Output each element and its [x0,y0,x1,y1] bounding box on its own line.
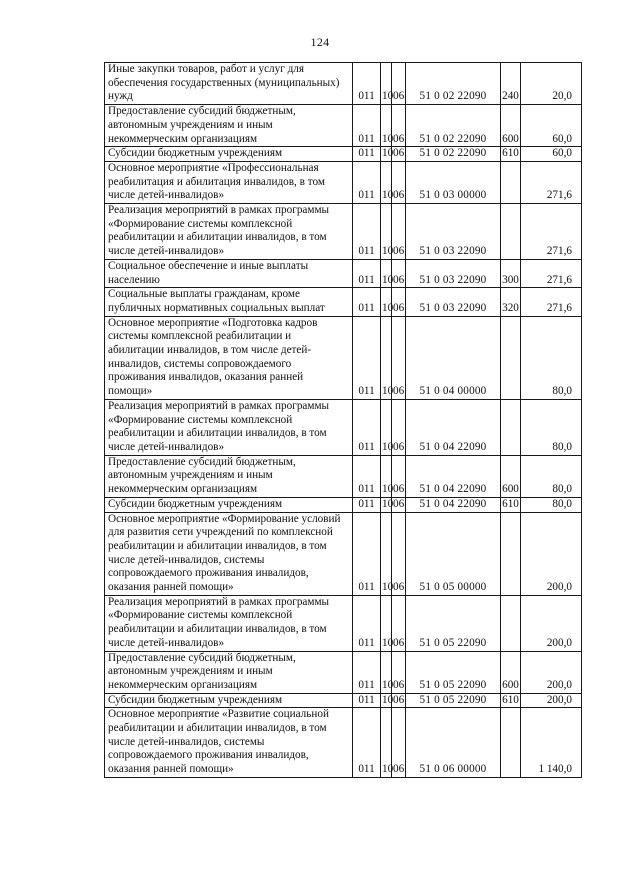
subsection-code-cell: 06 [392,161,406,203]
table-row [105,512,582,595]
section-code-cell: 10 [381,204,392,260]
amount-cell: 271,6 [521,259,582,287]
table-row [105,316,582,399]
item-name-cell: Предоставление субсидий бюджетным, автономным учреждениям и иным некоммерческим организациям [105,651,353,693]
section-code-cell: 10 [381,651,392,693]
amount-cell: 60,0 [521,105,582,147]
item-name-cell: Реализация мероприятий в рамках программы «Формирование системы комплексной реабилитации и абилитации инвалидов, в том числе детей-инвалидов» [105,595,353,651]
ministry-code-cell: 011 [353,399,381,455]
target-article-cell: 51 0 04 22090 [406,455,501,497]
target-article-cell: 51 0 05 00000 [406,512,501,595]
item-name-cell: Основное мероприятие «Развитие социальной реабилитации и абилитации инвалидов, в том числе детей-инвалидов, системы сопровождаемого проживания инвалидов, оказания ранней помощи» [105,708,353,778]
target-article-cell: 51 0 02 22090 [406,63,501,105]
expense-type-cell: 610 [501,693,521,708]
amount-cell: 271,6 [521,161,582,203]
amount-cell: 80,0 [521,497,582,512]
expense-type-cell: 240 [501,63,521,105]
item-name-cell: Субсидии бюджетным учреждениям [105,147,353,162]
subsection-code-cell: 06 [392,147,406,162]
ministry-code-cell: 011 [353,204,381,260]
ministry-code-cell: 011 [353,497,381,512]
table-row [105,595,582,651]
ministry-code-cell: 011 [353,708,381,778]
target-article-cell: 51 0 03 22090 [406,288,501,316]
ministry-code-cell: 011 [353,693,381,708]
amount-cell: 60,0 [521,147,582,162]
target-article-cell: 51 0 03 00000 [406,161,501,203]
target-article-cell: 51 0 02 22090 [406,147,501,162]
section-code-cell: 10 [381,161,392,203]
table-row [105,204,582,260]
subsection-code-cell: 06 [392,259,406,287]
ministry-code-cell: 011 [353,288,381,316]
item-name-cell: Основное мероприятие «Подготовка кадров системы комплексной реабилитации и абилитации инвалидов, в том числе детей-инвалидов, системы сопровождаемого проживания инвалидов, оказания ранней помощи» [105,316,353,399]
target-article-cell: 51 0 05 22090 [406,651,501,693]
subsection-code-cell: 06 [392,708,406,778]
table-row [105,259,582,287]
expense-type-cell: 300 [501,259,521,287]
subsection-code-cell: 06 [392,693,406,708]
subsection-code-cell: 06 [392,105,406,147]
subsection-code-cell: 06 [392,455,406,497]
subsection-code-cell: 06 [392,204,406,260]
ministry-code-cell: 011 [353,316,381,399]
expense-type-cell [501,512,521,595]
ministry-code-cell: 011 [353,63,381,105]
expense-type-cell: 600 [501,455,521,497]
item-name-cell: Реализация мероприятий в рамках программы «Формирование системы комплексной реабилитации и абилитации инвалидов, в том числе детей-инвалидов» [105,204,353,260]
budget-table-body [105,63,582,778]
table-row [105,497,582,512]
table-row [105,161,582,203]
amount-cell: 80,0 [521,455,582,497]
section-code-cell: 10 [381,147,392,162]
subsection-code-cell: 06 [392,288,406,316]
section-code-cell: 10 [381,259,392,287]
table-row [105,288,582,316]
page-number: 124 [310,35,330,49]
expense-type-cell [501,708,521,778]
amount-cell: 200,0 [521,693,582,708]
ministry-code-cell: 011 [353,161,381,203]
budget-table [104,62,582,778]
expense-type-cell [501,399,521,455]
section-code-cell: 10 [381,595,392,651]
ministry-code-cell: 011 [353,105,381,147]
table-row [105,147,582,162]
item-name-cell: Предоставление субсидий бюджетным, автономным учреждениям и иным некоммерческим организациям [105,105,353,147]
section-code-cell: 10 [381,497,392,512]
subsection-code-cell: 06 [392,63,406,105]
target-article-cell: 51 0 05 22090 [406,693,501,708]
subsection-code-cell: 06 [392,497,406,512]
expense-type-cell [501,204,521,260]
target-article-cell: 51 0 05 22090 [406,595,501,651]
section-code-cell: 10 [381,63,392,105]
item-name-cell: Субсидии бюджетным учреждениям [105,497,353,512]
section-code-cell: 10 [381,455,392,497]
target-article-cell: 51 0 02 22090 [406,105,501,147]
item-name-cell: Иные закупки товаров, работ и услуг для обеспечения государственных (муниципальных) нужд [105,63,353,105]
expense-type-cell: 610 [501,497,521,512]
target-article-cell: 51 0 06 00000 [406,708,501,778]
item-name-cell: Социальные выплаты гражданам, кроме публичных нормативных социальных выплат [105,288,353,316]
ministry-code-cell: 011 [353,512,381,595]
target-article-cell: 51 0 03 22090 [406,259,501,287]
subsection-code-cell: 06 [392,316,406,399]
item-name-cell: Субсидии бюджетным учреждениям [105,693,353,708]
section-code-cell: 10 [381,399,392,455]
table-row [105,693,582,708]
subsection-code-cell: 06 [392,651,406,693]
ministry-code-cell: 011 [353,455,381,497]
expense-type-cell: 610 [501,147,521,162]
section-code-cell: 10 [381,105,392,147]
amount-cell: 80,0 [521,399,582,455]
amount-cell: 80,0 [521,316,582,399]
ministry-code-cell: 011 [353,259,381,287]
target-article-cell: 51 0 04 00000 [406,316,501,399]
subsection-code-cell: 06 [392,512,406,595]
subsection-code-cell: 06 [392,595,406,651]
target-article-cell: 51 0 04 22090 [406,399,501,455]
section-code-cell: 10 [381,708,392,778]
target-article-cell: 51 0 03 22090 [406,204,501,260]
item-name-cell: Предоставление субсидий бюджетным, автономным учреждениям и иным некоммерческим организациям [105,455,353,497]
amount-cell: 271,6 [521,204,582,260]
expense-type-cell: 600 [501,105,521,147]
table-row [105,105,582,147]
ministry-code-cell: 011 [353,651,381,693]
item-name-cell: Основное мероприятие «Формирование условий для развития сети учреждений по комплексной реабилитации и абилитации инвалидов, в том числе детей-инвалидов, системы сопровождаемого проживания инвалидов, оказания ранней помощи» [105,512,353,595]
section-code-cell: 10 [381,288,392,316]
expense-type-cell: 320 [501,288,521,316]
amount-cell: 200,0 [521,512,582,595]
table-row [105,399,582,455]
subsection-code-cell: 06 [392,399,406,455]
table-row [105,651,582,693]
amount-cell: 200,0 [521,651,582,693]
table-row [105,708,582,778]
expense-type-cell [501,161,521,203]
amount-cell: 20,0 [521,63,582,105]
table-row [105,63,582,105]
ministry-code-cell: 011 [353,147,381,162]
section-code-cell: 10 [381,693,392,708]
amount-cell: 200,0 [521,595,582,651]
item-name-cell: Реализация мероприятий в рамках программы «Формирование системы комплексной реабилитации и абилитации инвалидов, в том числе детей-инвалидов» [105,399,353,455]
table-row [105,455,582,497]
amount-cell: 271,6 [521,288,582,316]
ministry-code-cell: 011 [353,595,381,651]
expense-type-cell: 600 [501,651,521,693]
section-code-cell: 10 [381,316,392,399]
item-name-cell: Основное мероприятие «Профессиональная реабилитация и абилитация инвалидов, в том числе детей-инвалидов» [105,161,353,203]
amount-cell: 1 140,0 [521,708,582,778]
target-article-cell: 51 0 04 22090 [406,497,501,512]
section-code-cell: 10 [381,512,392,595]
expense-type-cell [501,595,521,651]
expense-type-cell [501,316,521,399]
item-name-cell: Социальное обеспечение и иные выплаты населению [105,259,353,287]
